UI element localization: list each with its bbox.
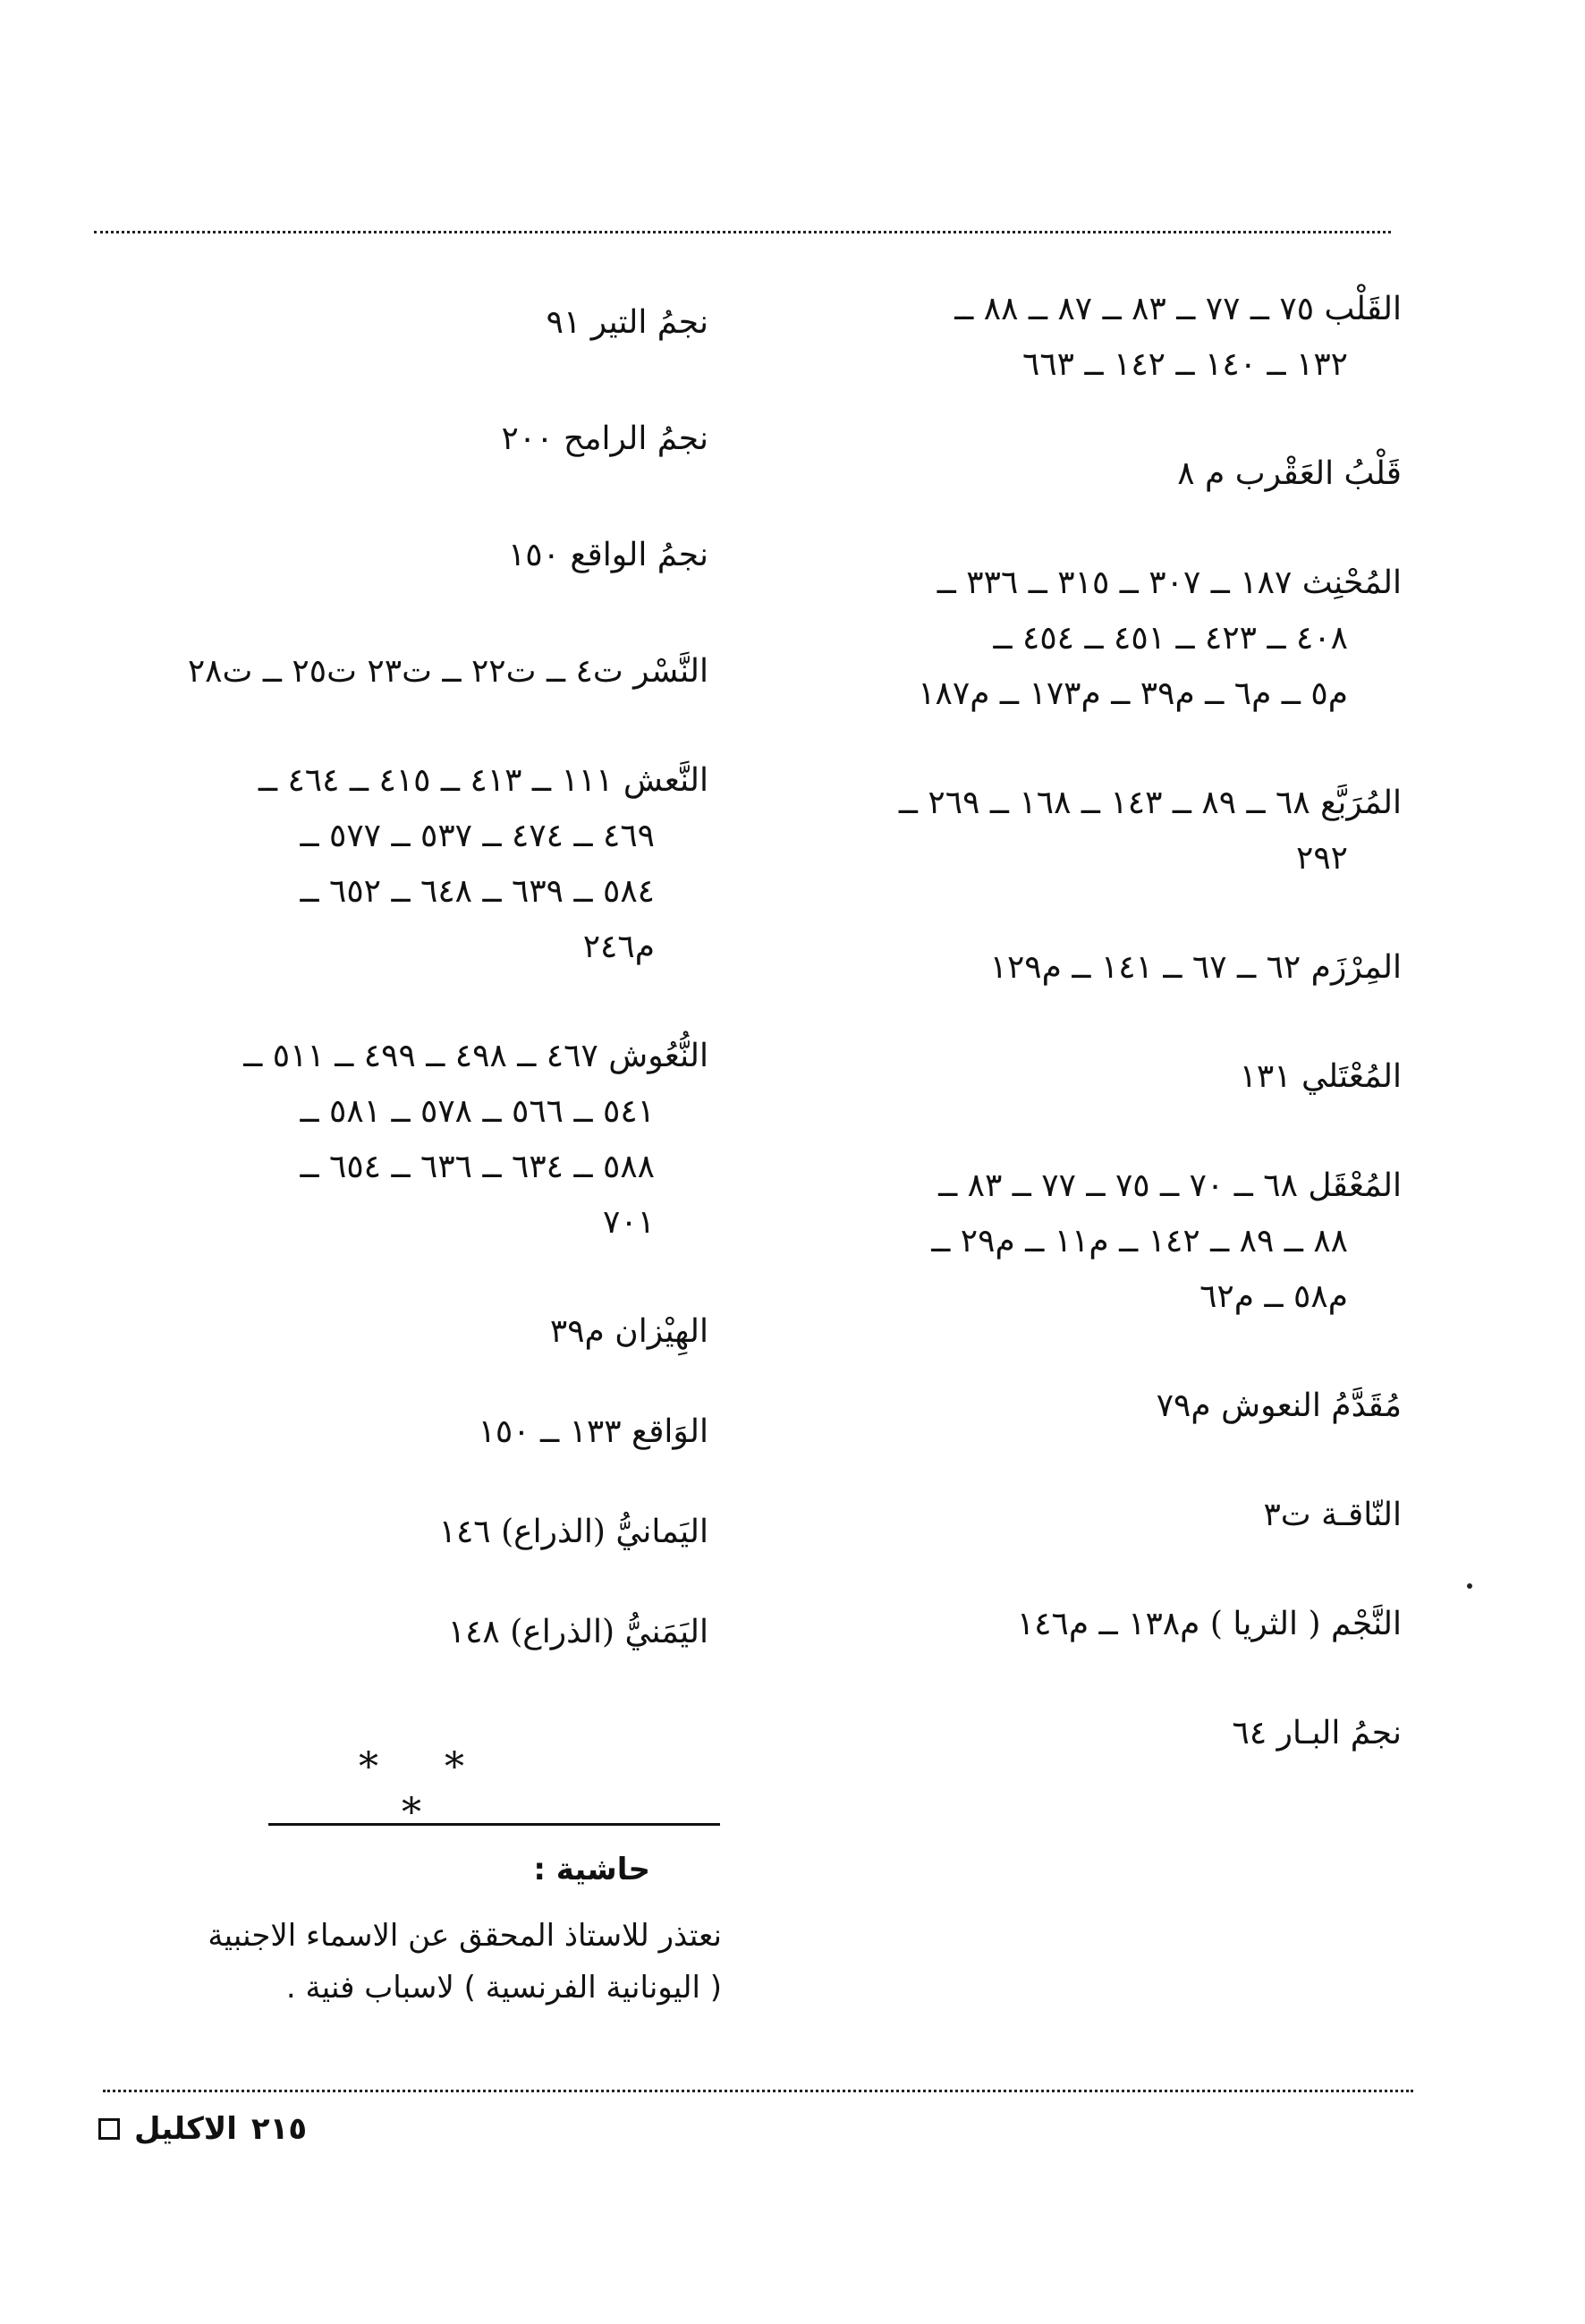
index-entry	[686, 282, 1402, 393]
bottom-dotted-rule	[103, 2090, 1413, 2092]
index-entry-line: المُعْقَل ٦٨ ــ ٧٠ ــ ٧٥ ــ ٧٧ ــ ٨٣ ــ	[938, 1167, 1402, 1204]
index-column-left	[82, 295, 708, 1660]
index-entry	[686, 1488, 1402, 1543]
index-entry	[686, 1706, 1402, 1761]
index-entry	[686, 776, 1402, 886]
index-entry-line: الوَاقع ١٣٣ ــ ١٥٠	[478, 1413, 708, 1450]
index-entry	[686, 1049, 1402, 1105]
index-entry	[82, 295, 708, 351]
footnote-rule	[268, 1823, 720, 1826]
index-entry-line: المُحْنِث ١٨٧ ــ ٣٠٧ ــ ٣١٥ ــ ٣٣٦ ــ	[937, 564, 1402, 601]
index-entry-line: النّاقـة ت٣	[1263, 1497, 1402, 1533]
index-entry	[686, 1378, 1402, 1434]
index-entry-line: الهِيْزان م٣٩	[549, 1313, 708, 1350]
index-entry-line: النَّجْم ( الثريا ) م١٣٨ ــ م١٤٦	[1016, 1606, 1402, 1642]
footnote-line: نعتذر للاستاذ المحقق عن الاسماء الاجنبية	[208, 1918, 722, 1954]
index-column-right	[686, 282, 1402, 1761]
index-entry-line: ٧٠١	[602, 1204, 655, 1241]
top-dotted-rule	[94, 231, 1391, 233]
index-entry-line: القَلْب ٧٥ ــ ٧٧ ــ ٨٣ ــ ٨٧ ــ ٨٨ ــ	[954, 291, 1402, 327]
index-entry	[686, 446, 1402, 502]
index-entry-line: النُّعُوش ٤٦٧ ــ ٤٩٨ ــ ٤٩٩ ــ ٥١١ ــ	[243, 1038, 708, 1074]
stray-dot	[1467, 1583, 1472, 1589]
index-entry-line: نجمُ البـار ٦٤	[1232, 1715, 1402, 1751]
index-entry	[686, 940, 1402, 996]
index-entry	[82, 528, 708, 583]
index-entry	[686, 1158, 1402, 1325]
index-entry	[686, 1597, 1402, 1652]
index-entry-line: قَلْبُ العَقْرب م ٨	[1177, 455, 1402, 492]
index-entry-line: النَّسْر ت٤ ــ ت٢٢ ــ ت٢٣ ت٢٥ ــ ت٢٨	[187, 653, 708, 690]
index-entry	[82, 1505, 708, 1560]
footnote-body	[78, 1910, 722, 2014]
index-entry-line: م٢٤٦	[582, 929, 655, 965]
index-entry-line: ٥٨٤ ــ ٦٣٩ ــ ٦٤٨ ــ ٦٥٢ ــ	[300, 873, 655, 910]
index-entry	[82, 644, 708, 700]
index-entry-line: ٢٩٢	[1295, 840, 1348, 877]
index-entry-line: ٤٠٨ ــ ٤٢٣ ــ ٤٥١ ــ ٤٥٤ ــ	[993, 620, 1348, 657]
square-bullet-icon	[98, 2118, 120, 2140]
index-entry-line: النَّعش ١١١ ــ ٤١٣ ــ ٤١٥ ــ ٤٦٤ ــ	[258, 762, 708, 799]
index-entry-line: نجمُ التير ٩١	[546, 304, 708, 341]
index-entry	[686, 556, 1402, 722]
index-entry-line: المِرْزَم ٦٢ ــ ٦٧ ــ ١٤١ ــ م١٢٩	[989, 949, 1402, 986]
index-entry-line: نجمُ الرامح ٢٠٠	[501, 420, 708, 457]
index-entry-line: م٥ ــ م٦ ــ م٣٩ ــ م١٧٣ ــ م١٨٧	[918, 675, 1348, 712]
index-entry-line: اليَمَنيُّ (الذراع) ١٤٨	[447, 1614, 708, 1650]
index-entry-line: المُعْتَلي ١٣١	[1239, 1058, 1402, 1095]
page-number: ٢١٥	[250, 2111, 308, 2147]
index-entry-line: ٥٨٨ ــ ٦٣٤ ــ ٦٣٦ ــ ٦٥٤ ــ	[300, 1149, 655, 1185]
index-entry-line: مُقَدَّمُ النعوش م٧٩	[1156, 1387, 1402, 1424]
index-entry	[82, 1605, 708, 1660]
footnote-title: حاشية :	[533, 1852, 650, 1887]
index-entry-line: ١٣٢ ــ ١٤٠ ــ ١٤٢ ــ ٦٦٣	[1021, 346, 1348, 383]
index-entry	[82, 1404, 708, 1460]
index-entry-line: المُرَبَّع ٦٨ ــ ٨٩ ــ ١٤٣ ــ ١٦٨ ــ ٢٦٩ ــ	[898, 785, 1402, 821]
journal-name: الاكليل	[134, 2111, 237, 2147]
index-entry	[82, 411, 708, 467]
index-entry	[82, 1029, 708, 1251]
section-separator-stars: * * *	[359, 1744, 491, 1836]
page-footer	[98, 2111, 307, 2147]
footnote-line: ( اليونانية الفرنسية ) لاسباب فنية .	[285, 1970, 722, 2006]
index-entry	[82, 1304, 708, 1360]
index-entry-line: ٤٦٩ ــ ٤٧٤ ــ ٥٣٧ ــ ٥٧٧ ــ	[300, 818, 655, 854]
index-entry-line: نجمُ الواقع ١٥٠	[507, 537, 708, 573]
index-entry-line: م٥٨ ــ م٦٢	[1199, 1278, 1348, 1315]
index-entry	[82, 753, 708, 975]
index-entry-line: ٨٨ ــ ٨٩ ــ ١٤٢ ــ م١١ ــ م٢٩ ــ	[931, 1223, 1348, 1260]
index-entry-line: ٥٤١ ــ ٥٦٦ ــ ٥٧٨ ــ ٥٨١ ــ	[300, 1093, 655, 1130]
index-entry-line: اليَمانيُّ (الذراع) ١٤٦	[438, 1514, 708, 1550]
